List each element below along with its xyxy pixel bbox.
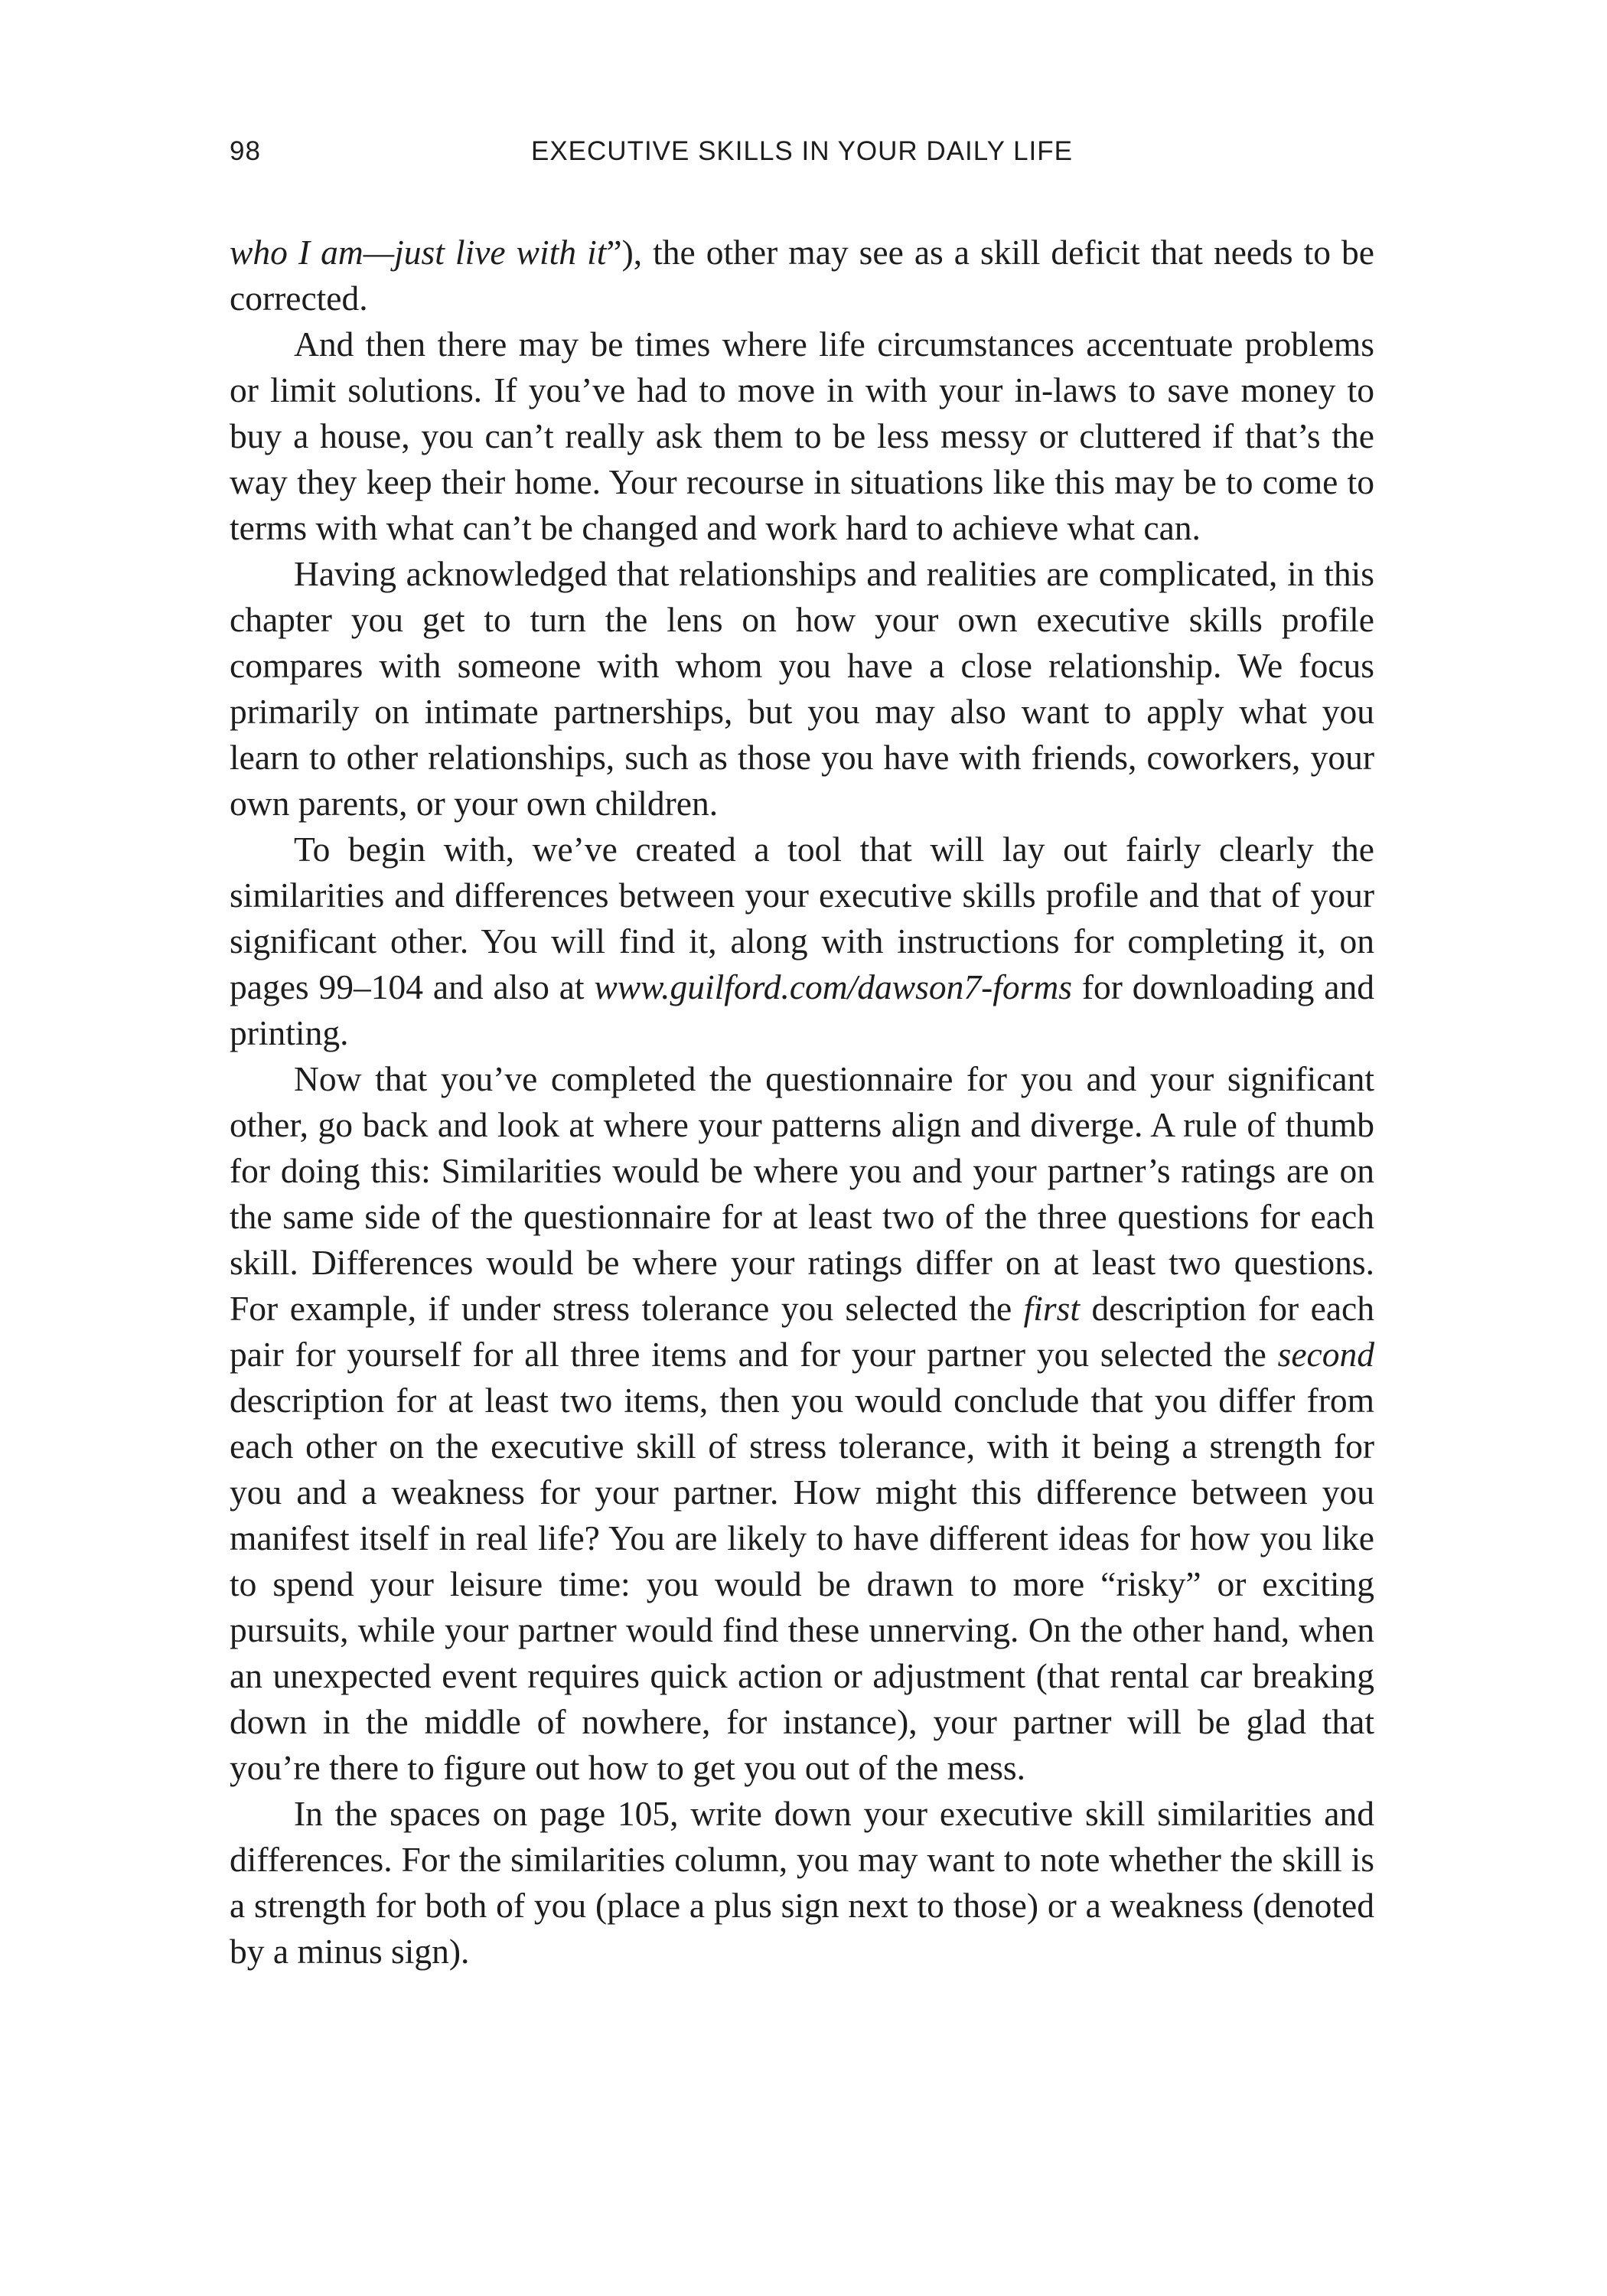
text-run: for downloading and printing. bbox=[230, 967, 1374, 1052]
text-run: And then there may be times where life circumstances accentuate problems or limit solutions. If you’ve had to move in with your in-laws to save money to buy a house, you can’t really ask them to be less messy or cluttered if that’s the way they keep their home. Your recourse in situations like this may be to come to terms with what can’t be changed and work hard to achieve what can. bbox=[230, 325, 1374, 547]
body-text bbox=[230, 230, 1374, 1975]
running-head bbox=[230, 136, 1374, 173]
text-run: To begin with, we’ve created a tool that will lay out fairly clearly the similarities and differences between your executive skills profile and that of your significant other. You will find it, along with instructions for completing it, on pages 99–104 and also at bbox=[230, 830, 1374, 1006]
page-number: 98 bbox=[230, 136, 261, 166]
text-run: Now that you’ve completed the questionnaire for you and your significant other, go back and look at where your patterns align and diverge. A rule of thumb for doing this: Similarities would be where you and your partner’s ratings are on the same side of the questionnaire for at least two of the three questions for each skill. Differences would be where your ratings differ on at least two questions. For example, if under stress tolerance you selected the bbox=[230, 1059, 1374, 1328]
paragraph-continued bbox=[230, 230, 1374, 321]
text-run: description for at least two items, then you would conclude that you differ from each other on the executive skill of stress tolerance, with it being a strength for you and a weakness for your partner. How might this difference between you manifest itself in real life? You are likely to have different ideas for how you like to spend your leisure time: you would be drawn to more “risky” or exciting pursuits, while your partner would find these unnerving. On the other hand, when an unexpected event requires quick action or adjustment (that rental car breaking down in the middle of nowhere, for instance), your partner will be glad that you’re there to figure out how to get you out of the mess. bbox=[230, 1381, 1374, 1787]
text-run: In the spaces on page 105, write down your executive skill similarities and differences. For the similarities column, you may want to note whether the skill is a strength for both of you (place a plus sign next to those) or a weakness (denoted by a minus sign). bbox=[230, 1794, 1374, 1971]
paragraph bbox=[230, 1056, 1374, 1791]
paragraph bbox=[230, 551, 1374, 827]
paragraph bbox=[230, 321, 1374, 551]
text-run: ”), the other may see as a skill deficit that needs to be corrected. bbox=[230, 233, 1374, 318]
text-run: second bbox=[1277, 1335, 1374, 1374]
paragraph bbox=[230, 827, 1374, 1056]
paragraph bbox=[230, 1791, 1374, 1975]
text-run: who I am—just live with it bbox=[230, 233, 607, 272]
forms-url: www.guilford.com/dawson7-forms bbox=[594, 967, 1072, 1006]
text-run: description for each pair for yourself for all three items and for your partner you selected the bbox=[230, 1289, 1374, 1374]
text-run: first bbox=[1023, 1289, 1080, 1328]
running-title: EXECUTIVE SKILLS IN YOUR DAILY LIFE bbox=[530, 136, 1073, 166]
text-run: Having acknowledged that relationships and realities are complicated, in this chapter you get to turn the lens on how your own executive skills profile compares with someone with whom you have a close relationship. We focus primarily on intimate partnerships, but you may also want to apply what you learn to other relationships, such as those you have with friends, coworkers, your own parents, or your own children. bbox=[230, 554, 1374, 823]
